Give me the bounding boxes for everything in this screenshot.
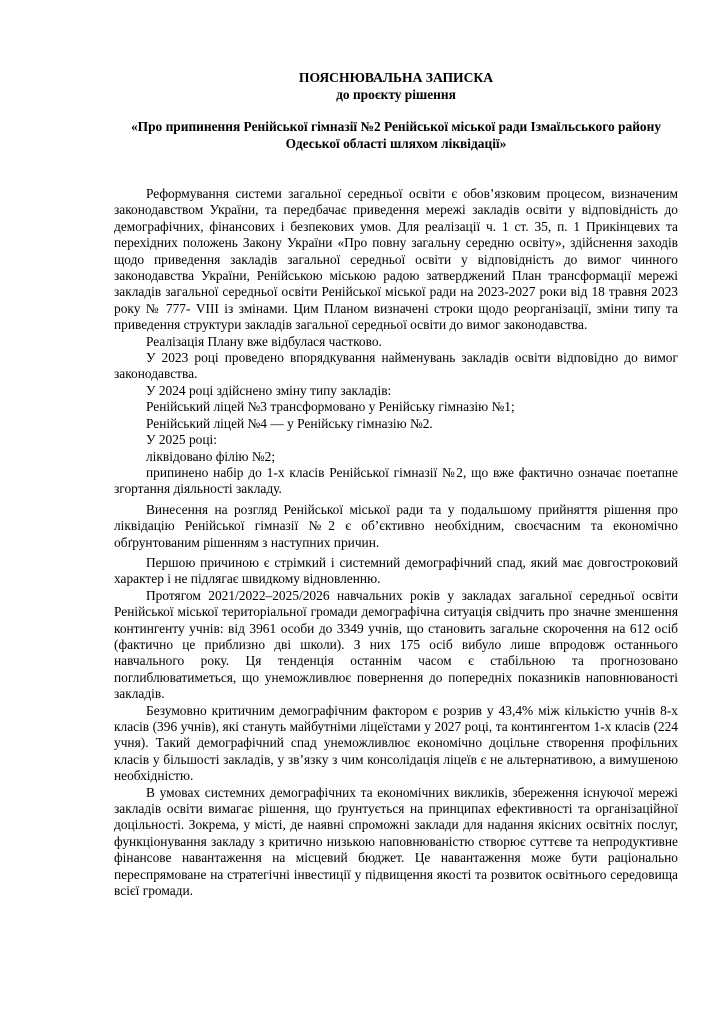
paragraph: В умовах системних демографічних та економічних викликів, збереження існуючої мережі закладів освіти вимагає рішення, що ґрунтується на принципах ефективності та організаційної доцільності. Зокрема, у місті, де наявні спроможні заклади для надання якісних освітніх послуг, функціонування закладу з критично низькою наповнюваністю створює суттєве та непродуктивне фінансове навантаження на місцевий бюджет. Це навантаження може бути раціонально переспрямоване на стратегічні інвестиції у підвищення якості та розвиток освітнього середовища всієї громади. <box>114 784 678 899</box>
paragraph: Ренійський ліцей №3 трансформовано у Ренійську гімназію №1; <box>146 399 515 415</box>
paragraph: припинено набір до 1-х класів Ренійської гімназії №2, що вже фактично означає поетапне згортання діяльності закладу. <box>114 464 678 497</box>
paragraph: ліквідовано філію №2; <box>146 448 276 464</box>
paragraph: Винесення на розгляд Ренійської міської ради та у подальшому прийняття рішення про ліквідацію Ренійської гімназії №2 є об’єктивно необхідним, своєчасним та економічно обґрунтованим рішенням з наступних причин. <box>114 501 678 550</box>
paragraph: У 2025 році: <box>146 432 217 448</box>
decision-heading: «Про припинення Ренійської гімназії №2 Ренійської міської ради Ізмаїльського району Одеської області шляхом ліквідації» <box>130 119 662 151</box>
document-subtitle: до проєкту рішення <box>336 86 456 102</box>
paragraph: Першою причиною є стрімкий і системний демографічний спад, який має довгостроковий характер і не підлягає швидкому відновленню. <box>114 554 678 587</box>
paragraph: Протягом 2021/2022–2025/2026 навчальних років у закладах загальної середньої освіти Ренійської міської територіальної громади демографічна ситуація свідчить про значне зменшення контингенту учнів: від 3961 особи до 3349 учнів, що становить загальне скорочення на 612 осіб (фактично це приблизно дві школи). З них 175 осіб вибуло лише впродовж останнього навчального року. Ця тенденція останнім часом є стабільною та прогнозовано поглиблюватиметься, що унеможливлює повернення до попередніх показників наповнюваності закладів. <box>114 587 678 702</box>
paragraph: Реформування системи загальної середньої освіти є обов’язковим процесом, визначеним законодавством України, та передбачає приведення мережі закладів освіти у відповідність до демографічних, фінансових і безпекових умов. Для реалізації ч. 1 ст. 35, п. 1 Прикінцевих та перехідних положень Закону України «Про повну загальну середню освіту», здійснення заходів щодо приведення закладів загальної середньої освіти у відповідність до вимог чинного законодавства України, Ренійською міською радою затверджений План трансформації мережі закладів загальної середньої освіти Ренійської міської ради на 2023-2027 роки від 18 травня 2023 року № 777- VIII із змінами. Цим Планом визначені строки щодо реорганізації, зміни типу та приведення структури закладів загальної середньої освіти до вимог законодавства. <box>114 186 678 333</box>
paragraph: Реалізація Плану вже відбулася частково. <box>146 333 382 349</box>
paragraph: Ренійський ліцей №4 — у Ренійську гімназію №2. <box>146 415 433 431</box>
paragraph: У 2024 році здійснено зміну типу закладів: <box>146 382 392 398</box>
paragraph: У 2023 році проведено впорядкування найменувань закладів освіти відповідно до вимог законодавства. <box>114 350 678 382</box>
document-body <box>114 186 678 899</box>
document-title: ПОЯСНЮВАЛЬНА ЗАПИСКА <box>298 70 494 85</box>
paragraph: Безумовно критичним демографічним фактором є розрив у 43,4% між кількістю учнів 8-х класів (396 учнів), які стануть майбутніми ліцеїстами у 2027 році, та контингентом 1-х класів (224 учня). Такий демографічний спад унеможливлює економічно доцільне створення профільних класів у більшості закладів, у зв’язку з чим консолідація ліцеїв є не альтернативою, а вимушеною необхідністю. <box>114 702 678 784</box>
